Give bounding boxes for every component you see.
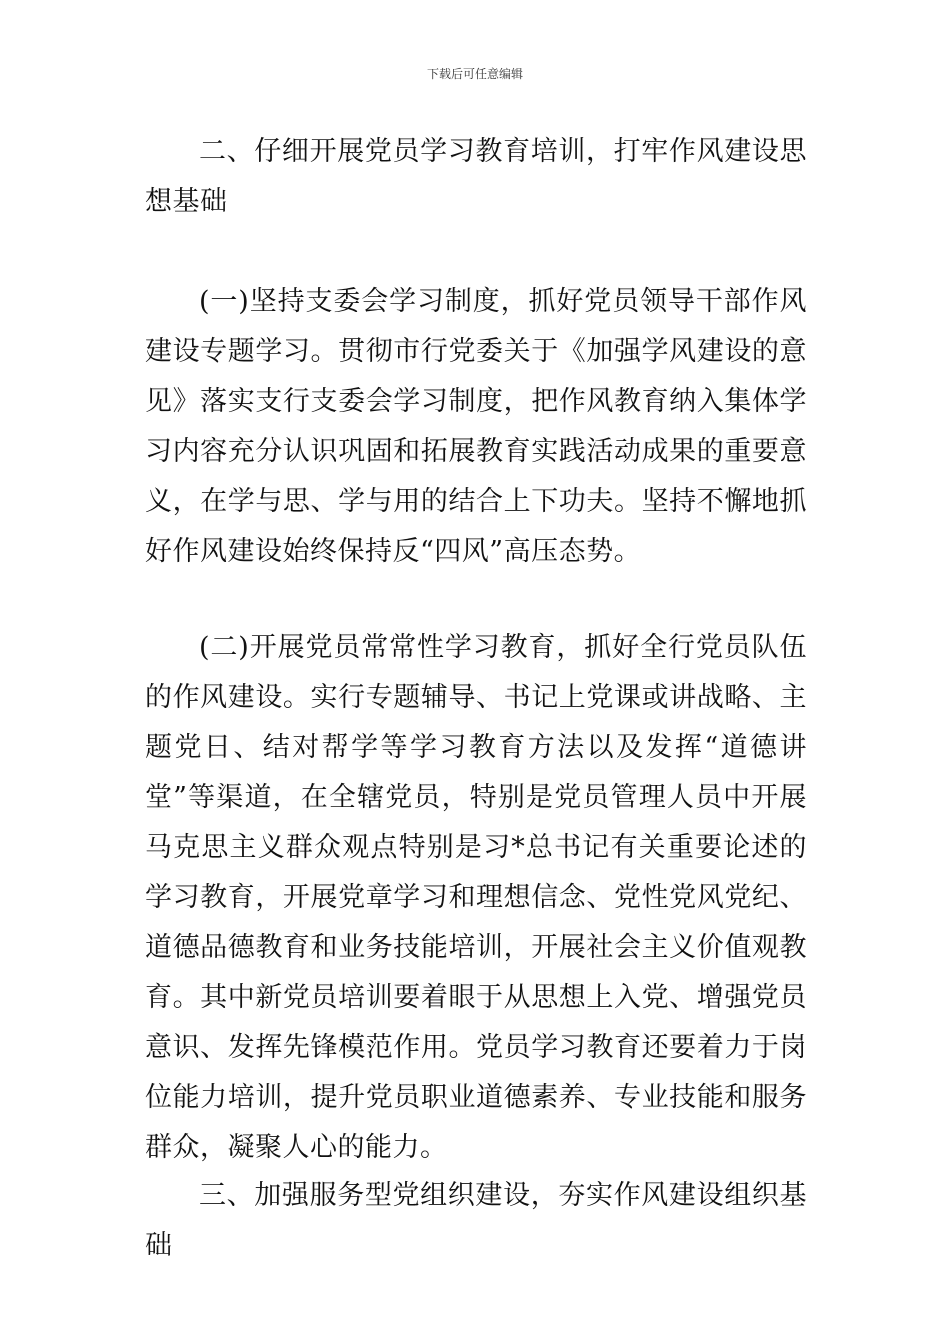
paragraph-2: (二)开展党员常常性学习教育，抓好全行党员队伍的作风建设。实行专题辅导、书记上党课或讲战略、主题党日、结对帮学等学习教育方法以及发挥“道德讲堂”等渠道，在全辖党员，特别是党员管理人员中开展马克思主义群众观点特别是习*总书记有关重要论述的学习教育，开展党章学习和理想信念、党性党风党纪、道德品德教育和业务技能培训，开展社会主义价值观教育。其中新党员培训要着眼于从思想上入党、增强党员意识、发挥先锋模范作用。党员学习教育还要着力于岗位能力培训，提升党员职业道德素养、专业技能和服务群众，凝聚人心的能力。 [145,632,807,1163]
section-heading-3: 三、加强服务型党组织建设，夯实作风建设组织基础 [145,1180,807,1261]
paragraph-1: (一)坚持支委会学习制度，抓好党员领导干部作风建设专题学习。贯彻市行党委关于《加强学风建设的意见》落实支行支委会学习制度，把作风教育纳入集体学习内容充分认识巩固和拓展教育实践活动成果的重要意义，在学与思、学与用的结合上下功夫。坚持不懈地抓好作风建设始终保持反“四风”高压态势。 [145,286,807,567]
section-heading-2: 二、仔细开展党员学习教育培训，打牢作风建设思想基础 [145,136,807,217]
page-header-note: 下载后可任意编辑 [426,67,523,81]
